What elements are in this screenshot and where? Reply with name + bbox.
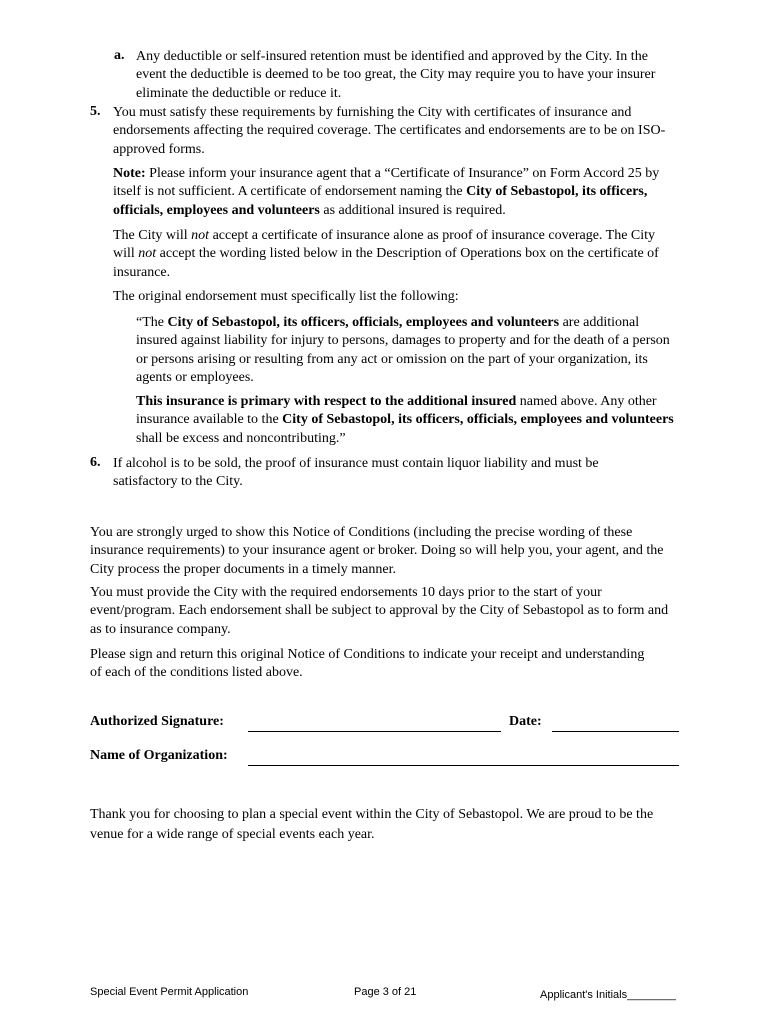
not-accept-part-1: The City will (113, 228, 192, 243)
signature-label: Authorized Signature: (90, 714, 224, 729)
endorsement-quote-2 (136, 393, 676, 448)
closing-paragraph: Thank you for choosing to plan a special event within the City of Sebastopol. We are proud to be the venue for a wide range of special events each year. (90, 807, 654, 842)
quote2-end: shall be excess and noncontributing.” (136, 430, 346, 446)
quote2-mid: named above. Any other insurance available to the (136, 394, 657, 428)
body-paragraph-3: Please sign and return this original Notice of Conditions to indicate your receipt and understanding of each of the conditions listed above. (90, 647, 645, 681)
not-emphasis-1: not (191, 228, 210, 243)
note-text-2: as additional insured is required. (319, 202, 506, 218)
note-label: Note: (113, 166, 146, 181)
quote1-rest: are additional insured against liability for injury to persons, damages to property and for the death of a person or persons arising or resulting from any act or omission on the part of your organization, its agents or employees. (136, 315, 670, 385)
quote1-bold: City of Sebastopol, its officers, officials, employees and volunteers (167, 315, 560, 330)
body-paragraph-1: You are strongly urged to show this Notice of Conditions (including the precise wording of these insurance requirements) to your insurance agent or broker. Doing so will help you, your agent, and the City process the proper documents in a timely manner. (90, 525, 664, 577)
item-6-text: If alcohol is to be sold, the proof of insurance must contain liquor liability and must be satisfactory to the City. (113, 456, 599, 490)
quote2-bold-insured: City of Sebastopol, its officers, officials, employees and volunteers (282, 412, 674, 428)
endorsement-quote-1 (136, 314, 681, 387)
not-accept-part-2: accept a certificate of insurance alone as proof of insurance coverage. The City will (113, 228, 656, 262)
body-paragraph-2: You must provide the City with the required endorsements 10 days prior to the start of your event/program. Each endorsement shall be subject to approval by the City of Sebastopol as to form and as to insurance company. (90, 585, 669, 637)
organization-line[interactable] (248, 747, 679, 766)
item-a-marker: a. (114, 48, 125, 63)
date-line[interactable] (552, 713, 679, 732)
item-a-text: Any deductible or self-insured retention must be identified and approved by the City. In the event the deductible is deemed to be too great, the City may require you to have your insurer eliminate the deductible or reduce it. (136, 49, 656, 101)
note-text-1: Please inform your insurance agent that a “Certificate of Insurance” on Form Accord 25 by itself is not sufficient. A certificate of endorsement naming the (113, 166, 660, 200)
footer-form-title: Special Event Permit Application (90, 986, 249, 998)
item-5-marker: 5. (90, 104, 101, 119)
not-emphasis-2: not (138, 246, 157, 262)
date-label: Date: (509, 714, 542, 729)
quote2-bold-primary: This insurance is primary with respect to the additional insured (136, 394, 517, 409)
signature-line[interactable] (248, 713, 501, 732)
item-5-original-endorsement: The original endorsement must specifically list the following: (113, 289, 459, 304)
not-accept-part-3: accept the wording listed below in the Description of Operations box on the certificate of insurance. (113, 246, 659, 280)
organization-label: Name of Organization: (90, 748, 228, 763)
note-bold-insured: City of Sebastopol, its officers, officials, employees and volunteers (113, 184, 648, 218)
quote1-open: “The (136, 315, 168, 330)
item-5-text: You must satisfy these requirements by furnishing the City with certificates of insurance and endorsements affecting the required coverage. The certificates and endorsements are to be on ISO-approved forms. (113, 105, 666, 157)
item-5-note (113, 165, 679, 220)
item-6-marker: 6. (90, 455, 101, 470)
footer-applicant-initials: Applicant's Initials________ (540, 989, 677, 1001)
footer-page-number: Page 3 of 21 (354, 986, 417, 998)
item-5-not-accept (113, 227, 679, 282)
